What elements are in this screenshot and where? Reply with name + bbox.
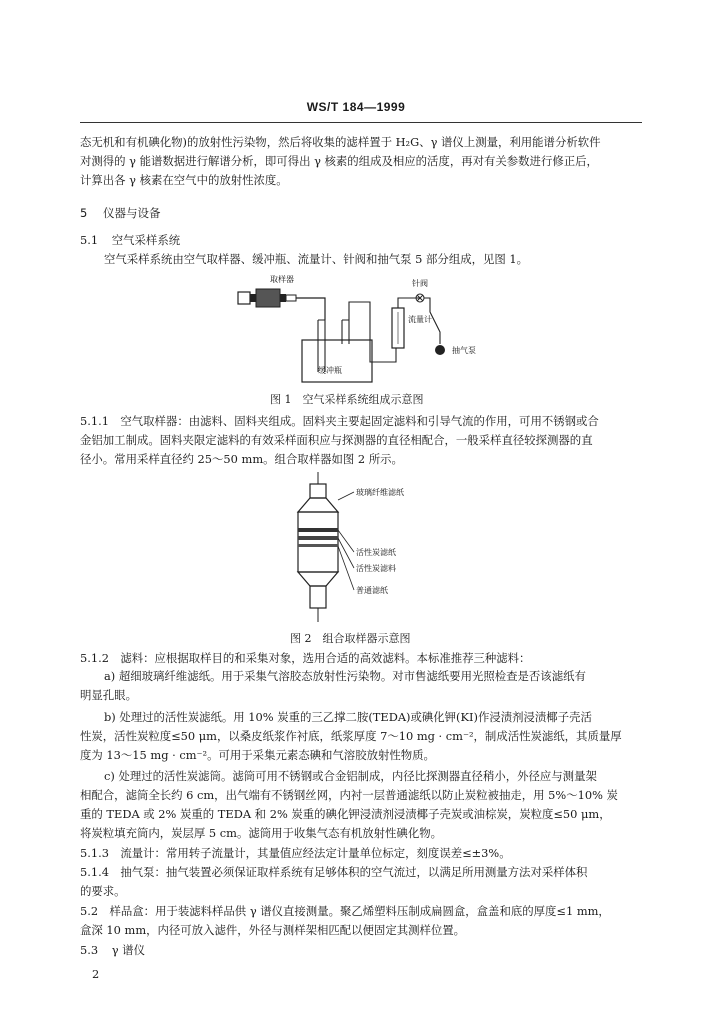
s5-1-2-line-9: 重的 TEDA 或 2% 炭重的 TEDA 和 2% 炭重的碘化钾浸渍剂浸渍椰子壳炭或油棕炭，炭粒度≤50 μm， xyxy=(80,807,611,821)
intro-line-2: 对测得的 γ 能谱数据进行解谱分析，即可得出 γ 核素的组成及相应的活度，再对有关参数进行修正后， xyxy=(80,154,598,168)
s5-1-heading xyxy=(80,232,180,248)
s5-2-line-1: 5.2 样品盒：用于装滤料样品供 γ 谱仪直接测量。聚乙烯塑料压制成扁圆盒，盒盖和底的厚度≤1 mm， xyxy=(80,904,610,918)
header-standard-code: WS/T 184—1999 xyxy=(306,100,406,114)
s5-1-1-line-2: 金铝加工制成。固料夹限定滤料的有效采样面积应与探测器的直径相配合，一般采样直径较探测器的直 xyxy=(80,433,593,447)
s5-1-2-line-1: 5.1.2 滤料：应根据取样目的和采集对象，选用合适的高效滤料。本标准推荐三种滤料： xyxy=(80,651,531,665)
fig2-label-glass-fiber: 玻璃纤维滤纸 xyxy=(356,488,404,497)
intro-line-1: 态无机和有机碘化物)的放射性污染物，然后将收集的滤样置于 H₂G、γ 谱仪上测量，利用能谱分析软件 xyxy=(80,135,601,149)
fig1-label-buffer-bottle: 缓冲瓶 xyxy=(318,366,342,375)
figure-2-diagram xyxy=(290,470,450,628)
s5-2-line-2: 盒深 10 mm，内径可放入滤件，外径与测样架相匹配以便固定其测样位置。 xyxy=(80,923,466,937)
s5-1-1-line-1: 5.1.1 空气取样器：由滤料、固料夹组成。固料夹主要起固定滤料和引导气流的作用，可用不锈钢或合 xyxy=(80,414,599,428)
section-5-title: 仪器与设备 xyxy=(102,206,161,220)
s5-3-heading xyxy=(80,942,145,958)
figure-2-caption: 图 2 组合取样器示意图 xyxy=(290,632,411,645)
s5-1-2-line-7: c) 处理过的活性炭滤筒。滤筒可用不锈钢或合金铝制成，内径比探测器直径稍小，外径应与测量架 xyxy=(104,769,597,783)
fig1-label-sampler: 取样器 xyxy=(270,275,294,284)
s5-1-body: 空气采样系统由空气取样器、缓冲瓶、流量计、针阀和抽气泵 5 部分组成，见图 1。 xyxy=(104,252,529,266)
header-rule xyxy=(80,122,642,123)
s5-1-2-line-2: a) 超细玻璃纤维滤纸。用于采集气溶胶态放射性污染物。对市售滤纸要用光照检查是否该滤纸有 xyxy=(104,669,586,683)
s5-1-2-line-5: 性炭，活性炭粒度≤50 μm，以桑皮纸浆作衬底，纸浆厚度 7～10 mg · cm⁻²，制成活性炭滤纸，其质量厚 xyxy=(80,729,622,743)
figure-1-caption: 图 1 空气采样系统组成示意图 xyxy=(270,393,424,406)
s5-1-2-line-3: 明显孔眼。 xyxy=(80,688,137,702)
figure-1-diagram xyxy=(230,272,510,384)
fig1-label-flowmeter: 流量计 xyxy=(408,315,432,324)
s5-3-title: γ 谱仪 xyxy=(111,943,145,957)
section-5-heading xyxy=(80,205,160,221)
s5-1-4-line-1: 5.1.4 抽气泵：抽气装置必须保证取样系统有足够体积的空气流过，以满足所用测量方法对采样体积 xyxy=(80,865,588,879)
s5-1-2-line-4: b) 处理过的活性炭滤纸。用 10% 炭重的三乙撑二胺(TEDA)或碘化钾(KI)作浸渍剂浸渍椰子壳活 xyxy=(104,710,592,724)
fig1-label-pump: 抽气泵 xyxy=(452,346,476,355)
section-5-number: 5 xyxy=(80,206,88,220)
s5-1-2-line-8: 相配合，滤筒全长约 6 cm，出气端有不锈钢丝网，内衬一层普通滤纸以防止炭粒被抽走，用 5%～10% 炭 xyxy=(80,788,618,802)
s5-1-2-line-6: 度为 13～15 mg · cm⁻²。可用于采集元素态碘和气溶胶放射性物质。 xyxy=(80,748,435,762)
s5-1-3-line: 5.1.3 流量计：常用转子流量计，其量值应经法定计量单位标定，刻度误差≤±3%。 xyxy=(80,846,511,860)
fig2-label-carbon-material: 活性炭滤料 xyxy=(356,564,396,573)
s5-1-1-line-3: 径小。常用采样直径约 25～50 mm。组合取样器如图 2 所示。 xyxy=(80,452,403,466)
fig2-label-plain-paper: 普通滤纸 xyxy=(356,586,388,595)
s5-3-number: 5.3 xyxy=(80,943,99,957)
s5-1-2-line-10: 将炭粒填充筒内，炭层厚 5 cm。滤筒用于收集气态有机放射性碘化物。 xyxy=(80,826,442,840)
s5-1-number: 5.1 xyxy=(80,233,99,247)
fig2-label-carbon-paper: 活性炭滤纸 xyxy=(356,548,396,557)
fig1-label-needle-valve: 针阀 xyxy=(412,279,428,288)
s5-1-title: 空气采样系统 xyxy=(111,233,181,247)
page-number: 2 xyxy=(92,967,100,981)
s5-1-4-line-2: 的要求。 xyxy=(80,884,126,898)
intro-line-3: 计算出各 γ 核素在空气中的放射性浓度。 xyxy=(80,173,288,187)
